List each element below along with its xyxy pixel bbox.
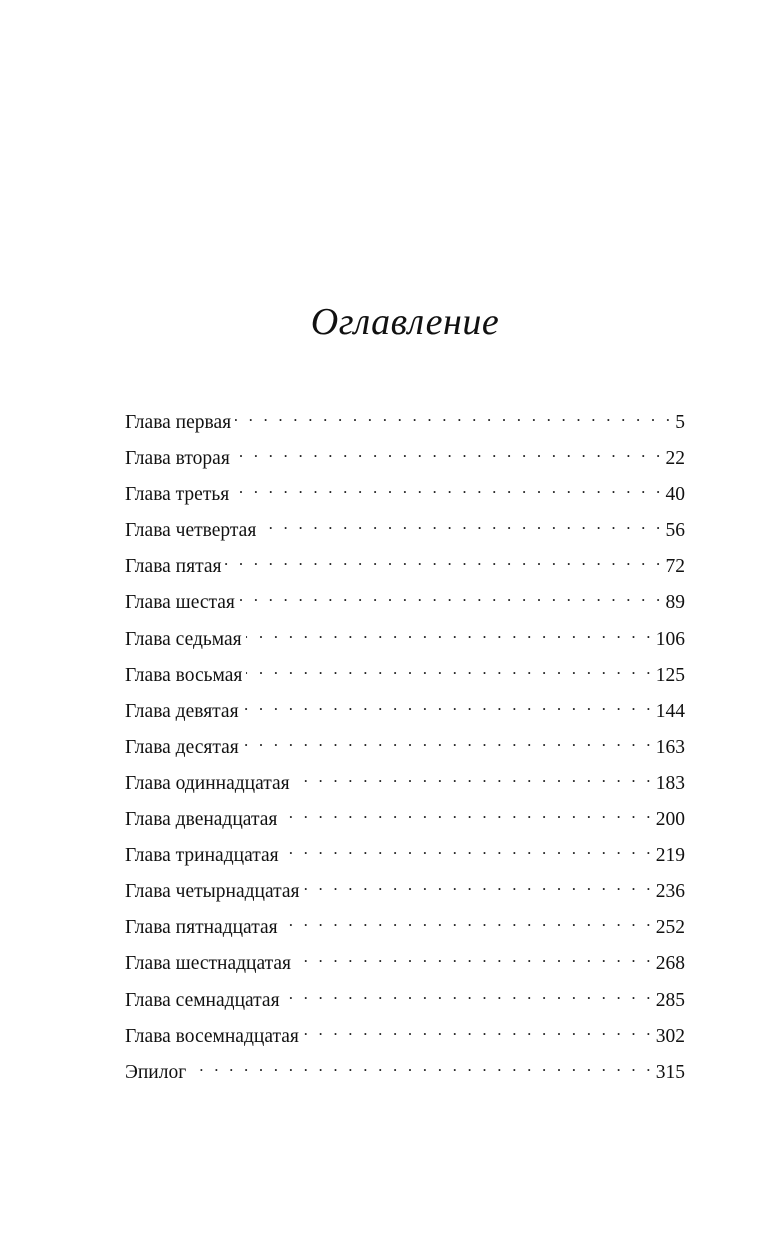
toc-entry-title: Глава четырнадцатая [125,881,300,903]
toc-entry-page-number: 200 [655,809,685,831]
toc-entry-title: Глава восьмая [125,664,243,686]
toc-entry [125,658,685,694]
toc-list [125,405,685,1091]
dot-leader [295,949,654,969]
dot-leader [294,769,654,789]
toc-entry-page-number: 40 [665,484,685,506]
toc-entry-title: Глава десятая [125,736,239,758]
dot-leader [235,408,673,428]
toc-entry [125,730,685,766]
toc-entry-page-number: 268 [655,953,685,975]
dot-leader [233,480,663,500]
toc-entry-page-number: 252 [655,917,685,939]
dot-leader [282,913,654,933]
toc-entry-page-number: 163 [655,736,685,758]
toc-entry [125,477,685,513]
dot-leader [303,1022,654,1042]
toc-entry [125,910,685,946]
dot-leader [234,444,664,464]
dot-leader [281,805,653,825]
toc-entry-title: Глава седьмая [125,628,242,650]
toc-entry [125,874,685,910]
toc-entry-title: Глава тринадцатая [125,845,279,867]
toc-entry-title: Глава пятая [125,556,222,578]
toc-entry [125,1055,685,1091]
toc-entry-page-number: 183 [655,772,685,794]
toc-heading: Оглавление [310,301,500,343]
dot-leader [243,733,654,753]
toc-entry [125,838,685,874]
dot-leader [284,986,654,1006]
toc-entry-page-number: 22 [665,448,685,470]
toc-entry-page-number: 236 [655,881,685,903]
toc-entry-page-number: 315 [655,1061,685,1083]
dot-leader [239,588,664,608]
toc-entry [125,802,685,838]
toc-entry [125,441,685,477]
dot-leader [225,552,663,572]
toc-entry [125,983,685,1019]
toc-entry-title: Глава третья [125,484,230,506]
toc-entry-page-number: 302 [655,1025,685,1047]
toc-entry-page-number: 106 [655,628,685,650]
dot-leader [246,661,653,681]
toc-entry-page-number: 144 [655,700,685,722]
toc-entry [125,1019,685,1055]
toc-entry-title: Глава пятнадцатая [125,917,278,939]
toc-entry-title: Глава первая [125,412,232,433]
toc-entry-page-number: 89 [665,592,685,614]
toc-entry [125,766,685,802]
toc-entry [125,405,685,441]
toc-entry [125,549,685,585]
dot-leader [260,516,663,536]
toc-entry-title: Глава шестая [125,592,235,614]
toc-entry-page-number: 125 [655,664,685,686]
dot-leader [304,877,654,897]
toc-entry-page-number: 219 [655,845,685,867]
dot-leader [190,1058,654,1078]
toc-entry-title: Глава девятая [125,700,239,722]
toc-entry-title: Эпилог [125,1061,187,1083]
toc-entry-page-number: 72 [665,556,685,578]
toc-entry-page-number: 285 [655,989,685,1011]
toc-entry-page-number: 56 [665,520,685,542]
toc-entry-title: Глава семнадцатая [125,989,280,1011]
toc-entry-title: Глава вторая [125,448,230,470]
toc-entry [125,946,685,982]
toc-entry [125,585,685,621]
dot-leader [283,841,654,861]
dot-leader [243,697,654,717]
toc-entry-page-number: 5 [675,412,685,433]
toc-entry [125,622,685,658]
toc-entry [125,513,685,549]
toc-entry-title: Глава двенадцатая [125,809,278,831]
toc-entry-title: Глава четвертая [125,520,257,542]
dot-leader [246,625,654,645]
toc-entry-title: Глава шестнадцатая [125,953,291,975]
toc-entry-title: Глава восемнадцатая [125,1025,299,1047]
toc-entry [125,694,685,730]
toc-entry-title: Глава одиннадцатая [125,772,290,794]
